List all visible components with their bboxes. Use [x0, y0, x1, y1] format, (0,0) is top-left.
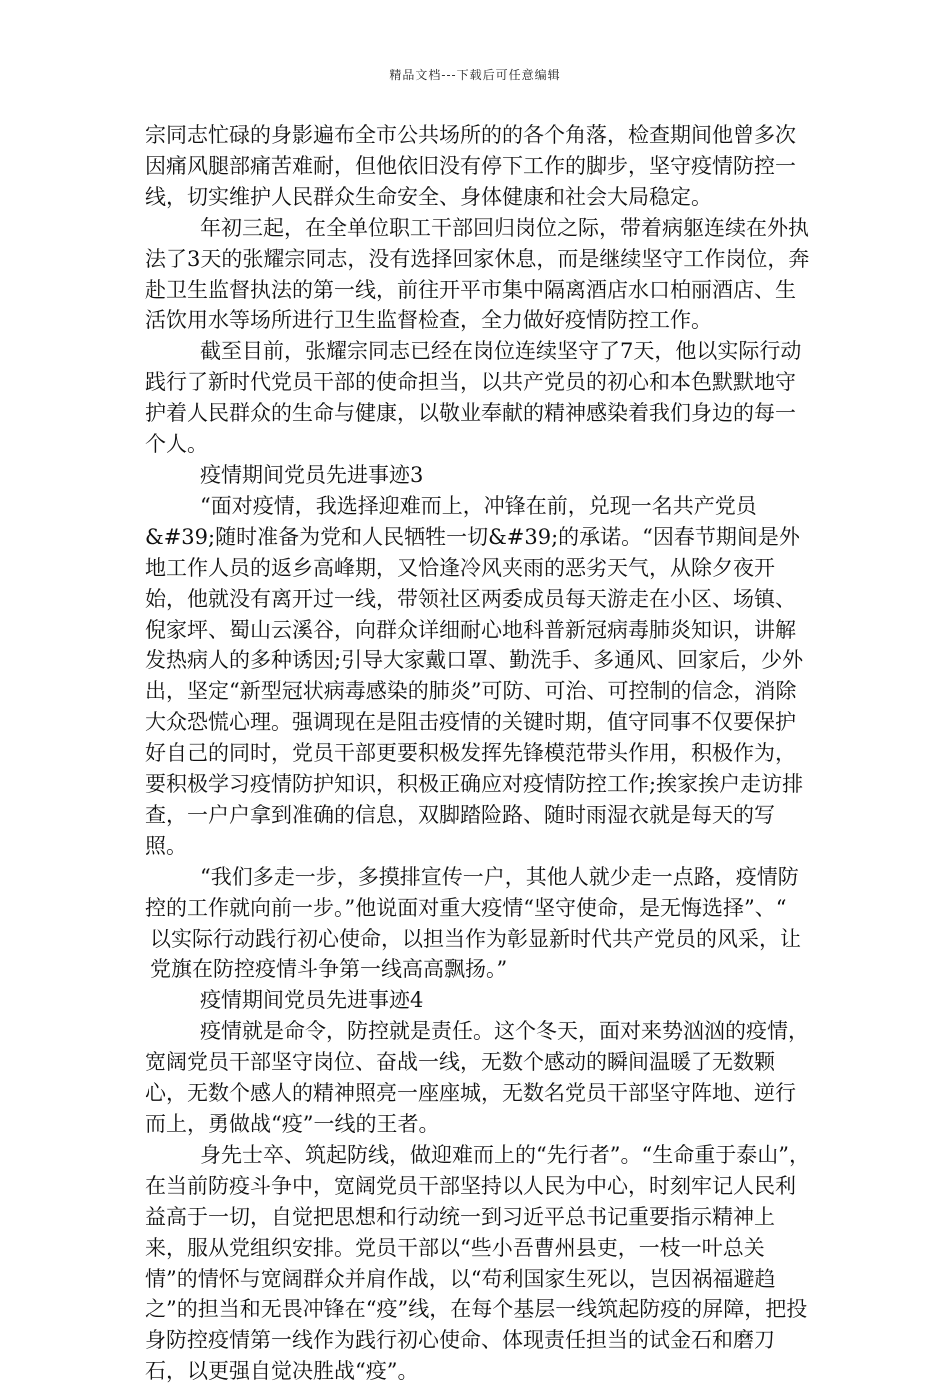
- section-heading-3: 疫情期间党员先进事迹3: [200, 462, 424, 487]
- section-heading-4: 疫情期间党员先进事迹4: [200, 988, 424, 1013]
- paragraph-5: “我们多走一步，多摸排宣传一户，其他人就少走一点路，疫情防控的工作就向前一步。”他说面对重大疫情“坚守使命，是无悔选择”、“: [145, 864, 799, 920]
- paragraph-3: 截至目前，张耀宗同志已经在岗位连续坚守了7天，他以实际行动践行了新时代党员干部的使命担当，以共产党员的初心和本色默默地守护着人民群众的生命与健康，以敬业奉献的精神感染着我们身边的每一个人。: [145, 339, 802, 457]
- paragraph-6: 以实际行动践行初心使命，以担当作为彰显新时代共产党员的风采，让党旗在防控疫情斗争第一线高高飘扬。”: [150, 926, 801, 982]
- paragraph-1: 宗同志忙碌的身影遍布全市公共场所的的各个角落，检查期间他曾多次因痛风腿部痛苦难耐，但他依旧没有停下工作的脚步，坚守疫情防控一线，切实维护人民群众生命安全、身体健康和社会大局稳定。: [145, 123, 796, 209]
- paragraph-4: “面对疫情，我选择迎难而上，冲锋在前，兑现一名共产党员&#39;随时准备为党和人民牺牲一切&#39;的承诺。“因春节期间是外地工作人员的返乡高峰期，又恰逢冷风夹雨的恶劣天气，从除夕夜开始，他就没有离开过一线，带领社区两委成员每天游走在小区、场镇、倪家坪、蜀山云溪谷，向群众详细耐心地科普新冠病毒肺炎知识，讲解发热病人的多种诱因;引导大家戴口罩、勤洗手、多通风、回家后，少外出，坚定“新型冠状病毒感染的肺炎”可防、可治、可控制的信念，消除大众恐慌心理。强调现在是阻击疫情的关键时期，值守同事不仅要保护好自己的同时，党员干部更要积极发挥先锋模范带头作用，积极作为，要积极学习疫情防护知识，积极正确应对疫情防控工作;挨家挨户走访排查，一户户拿到准确的信息，双脚踏险路、随时雨湿衣就是每天的写照。: [145, 493, 804, 858]
- paragraph-7: 疫情就是命令，防控就是责任。这个冬天，面对来势汹汹的疫情，宽阔党员干部坚守岗位、奋战一线，无数个感动的瞬间温暖了无数颗心，无数个感人的精神照亮一座座城，无数名党员干部坚守阵地、逆行而上，勇做战“疫”一线的王者。: [145, 1019, 809, 1136]
- paragraph-2: 年初三起，在全单位职工干部回归岗位之际，带着病躯连续在外执法了3天的张耀宗同志，没有选择回家休息，而是继续坚守工作岗位，奔赴卫生监督执法的第一线，前往开平市集中隔离酒店水口柏丽酒店、生活饮用水等场所进行卫生监督检查，全力做好疫情防控工作。: [145, 215, 810, 333]
- page-header: 精品文档---下载后可任意编辑: [389, 68, 561, 82]
- paragraph-8: 身先士卒、筑起防线，做迎难而上的“先行者”。“生命重于泰山”，在当前防疫斗争中，宽阔党员干部坚持以人民为中心，时刻牢记人民利益高于一切，自觉把思想和行动统一到习近平总书记重要指示精神上来，服从党组织安排。党员干部以“些小吾曹州县吏，一枝一叶总关情”的情怀与宽阔群众并肩作战，以“苟利国家生死以，岂因祸福避趋之”的担当和无畏冲锋在“疫”线，在每个基层一线筑起防疫的屏障，把投身防控疫情第一线作为践行初心使命、体现责任担当的试金石和磨刀石，以更强自觉决胜战“疫”。: [145, 1142, 810, 1384]
- document-body: [145, 120, 815, 1387]
